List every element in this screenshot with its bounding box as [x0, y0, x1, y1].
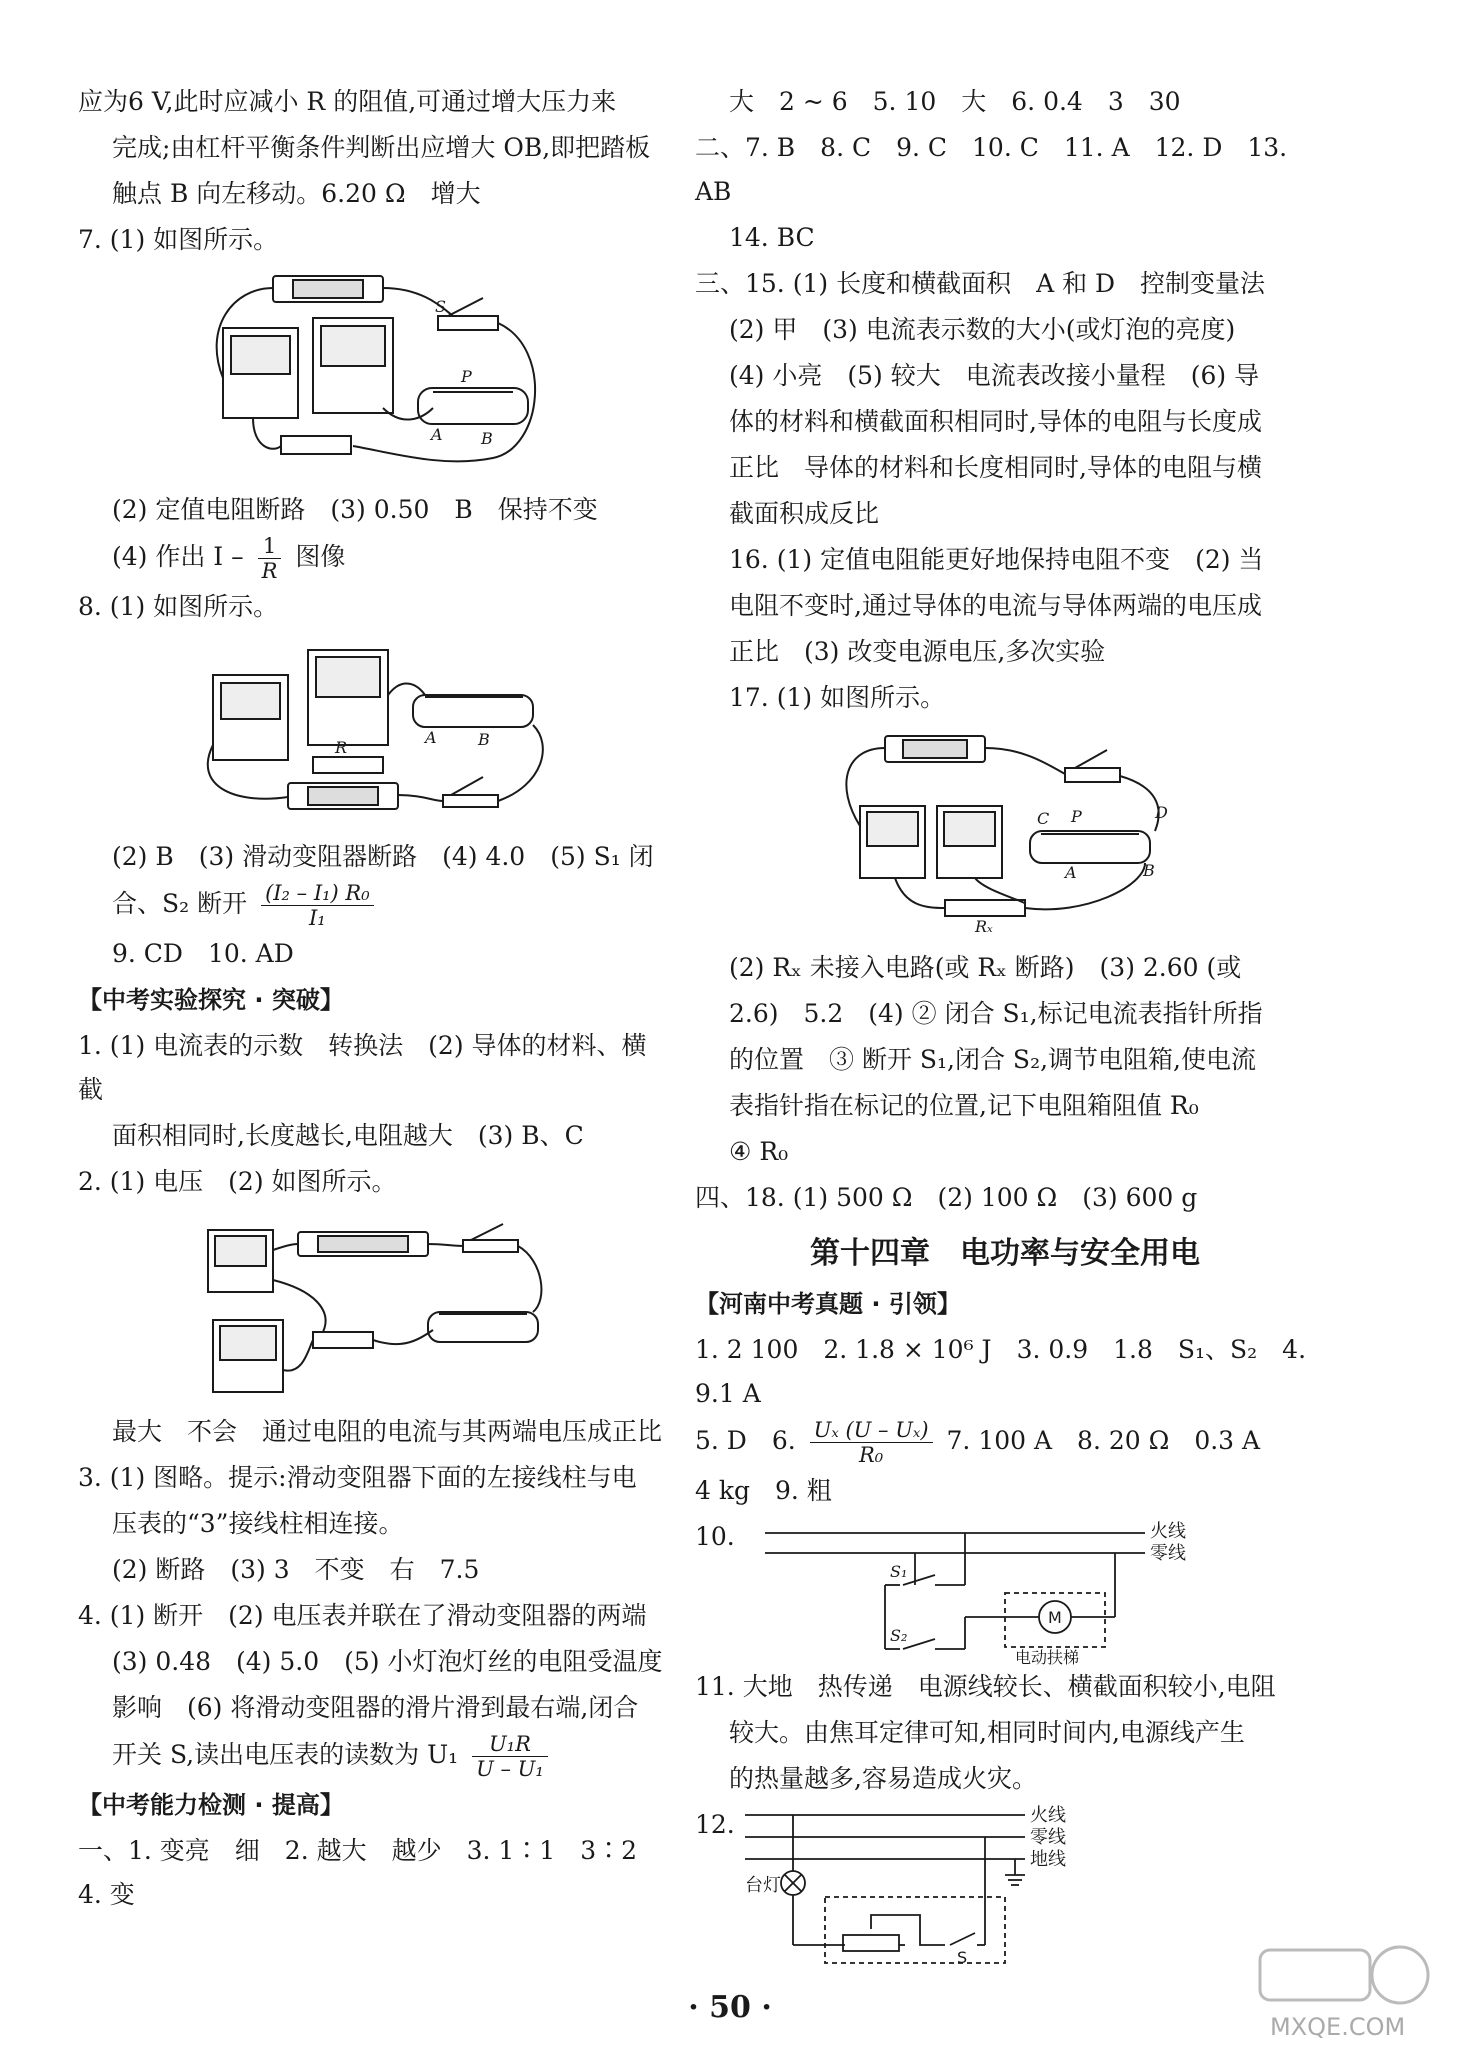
- exp-4-3: 影响 (6) 将滑动变阻器的滑片滑到最右端,闭合: [112, 1693, 639, 1722]
- text-line: (4) 小亮 (5) 较大 电流表改接小量程 (6) 导: [729, 361, 1260, 390]
- section-header: 【中考实验探究 · 突破】: [78, 986, 344, 1014]
- switch-label: S: [957, 1948, 968, 1967]
- page-number: · 50 ·: [688, 1990, 772, 2025]
- q10-block: [695, 1515, 1315, 1665]
- text-line: (2) Rₓ 未接入电路(或 Rₓ 断路) (3) 2.60 (或: [729, 953, 1242, 982]
- neutral-wire-label: 零线: [1030, 1827, 1066, 1848]
- exp-2-2: 最大 不会 通过电阻的电流与其两端电压成正比: [112, 1417, 663, 1446]
- text-line: 电阻不变时,通过导体的电流与导体两端的电压成: [729, 591, 1262, 620]
- text-line: 的位置 ③ 断开 S₁,闭合 S₂,调节电阻箱,使电流: [729, 1045, 1256, 1074]
- text-line: 三、15. (1) 长度和横截面积 A 和 D 控制变量法: [695, 269, 1266, 298]
- text-line: 正比 导体的材料和长度相同时,导体的电阻与横: [729, 453, 1262, 482]
- escalator-label: 电动扶梯: [1015, 1648, 1080, 1665]
- lamp-label: 台灯: [745, 1875, 781, 1896]
- q10-number: 10.: [695, 1522, 735, 1551]
- answer-7-3: (4) 作出 I – $\frac{1}{R}$ 图像: [112, 534, 346, 583]
- text-line: 5. D 6. $\frac{\text{Uₓ (U – Uₓ)}}{\text{R₀}}$ 7. 100 A 8. 20 Ω 0.3 A: [695, 1418, 1261, 1467]
- exp-1-1: 1. (1) 电流表的示数 转换法 (2) 导体的材料、横截: [78, 1031, 647, 1104]
- q12-number: 12.: [695, 1810, 735, 1839]
- live-wire-label: 火线: [1150, 1521, 1186, 1542]
- text-line: ④ R₀: [729, 1137, 789, 1166]
- exp-3-2: 压表的“3”接线柱相连接。: [112, 1509, 404, 1538]
- answer-7-1: 7. (1) 如图所示。: [78, 225, 279, 254]
- live-wire-label: 火线: [1030, 1805, 1066, 1826]
- answer-7-2: (2) 定值电阻断路 (3) 0.50 B 保持不变: [112, 495, 598, 524]
- text-line: 16. (1) 定值电阻能更好地保持电阻不变 (2) 当: [729, 545, 1264, 574]
- circuit-figure-q17: [825, 726, 1185, 936]
- answer-11-3: 的热量越多,容易造成火灾。: [729, 1764, 1037, 1793]
- fraction: $\frac{\text{(I₂ – I₁) R₀}}{\text{I₁}}$: [261, 881, 374, 930]
- text-line: 完成;由杠杆平衡条件判断出应增大 OB,即把踏板: [112, 133, 651, 162]
- answer-9-10: 9. CD 10. AD: [112, 939, 294, 968]
- rx-label: Rₓ: [975, 917, 993, 936]
- chapter-title: 第十四章 电功率与安全用电: [810, 1236, 1200, 1271]
- terminal-a-label: A: [431, 425, 443, 444]
- answer-8-1: 8. (1) 如图所示。: [78, 592, 279, 621]
- text-line: 应为6 V,此时应减小 R 的阻值,可通过增大压力来: [78, 87, 617, 116]
- neutral-wire-label: 零线: [1150, 1543, 1186, 1564]
- terminal-c-label: C: [1037, 809, 1050, 828]
- switch-label: S: [435, 297, 446, 316]
- text-line: 体的材料和横截面积相同时,导体的电阻与长度成: [729, 407, 1262, 436]
- ground-wire-label: 地线: [1030, 1849, 1066, 1870]
- answer-11-1: 11. 大地 热传递 电源线较长、横截面积较小,电阻: [695, 1672, 1276, 1701]
- exp-4-4: 开关 S,读出电压表的读数为 U₁ $\frac{\text{U₁R}}{\text{U – U₁}}$: [78, 1732, 668, 1781]
- terminal-d-label: D: [1155, 803, 1168, 822]
- terminal-b-label: B: [1143, 861, 1155, 880]
- text-line: 1. 2 100 2. 1.8 × 10⁶ J 3. 0.9 1.8 S₁、S₂ 4. 9.1 A: [695, 1335, 1307, 1408]
- check-1: 一、1. 变亮 细 2. 越大 越少 3. 1∶1 3∶2 4. 变: [78, 1836, 663, 1909]
- text-line: 17. (1) 如图所示。: [729, 683, 946, 712]
- text-line: 2.6) 5.2 (4) ② 闭合 S₁,标记电流表指针所指: [729, 999, 1263, 1028]
- exp-1-2: 面积相同时,长度越长,电阻越大 (3) B、C: [112, 1121, 584, 1150]
- circuit-figure-q7: [193, 268, 553, 478]
- text-line: 大 2 ~ 6 5. 10 大 6. 0.4 3 30: [729, 87, 1181, 116]
- answer-8-2: (2) B (3) 滑动变阻器断路 (4) 4.0 (5) S₁ 闭: [112, 842, 654, 871]
- text-line: (2) 甲 (3) 电流表示数的大小(或灯泡的亮度): [729, 315, 1236, 344]
- answer-11-2: 较大。由焦耳定律可知,相同时间内,电源线产生: [729, 1718, 1245, 1747]
- terminal-b-label: B: [478, 730, 490, 749]
- text-line: 正比 (3) 改变电源电压,多次实验: [729, 637, 1106, 666]
- text-line: 触点 B 向左移动。6.20 Ω 增大: [112, 179, 481, 208]
- circuit-figure-q8: [193, 635, 553, 825]
- fraction: $\frac{\text{U₁R}}{\text{U – U₁}}$: [472, 1732, 548, 1781]
- exp-3-3: (2) 断路 (3) 3 不变 右 7.5: [112, 1555, 480, 1584]
- circuit-figure-exp2: [193, 1210, 553, 1400]
- text-line: 14. BC: [729, 223, 815, 252]
- fraction: $\frac{\text{Uₓ (U – Uₓ)}}{\text{R₀}}$: [810, 1418, 933, 1467]
- switch-s2-label: S₂: [890, 1626, 908, 1645]
- watermark-logo: [1250, 1935, 1440, 2045]
- text-line: 截面积成反比: [729, 499, 880, 528]
- answer-8-3: 合、S₂ 断开 $\frac{\text{(I₂ – I₁) R₀}}{\text{I₁}}$: [78, 881, 668, 930]
- text-line: 4 kg 9. 粗: [695, 1476, 832, 1505]
- q12-block: [695, 1803, 1315, 1973]
- exp-4-2: (3) 0.48 (4) 5.0 (5) 小灯泡灯丝的电阻受温度: [112, 1647, 663, 1676]
- section-header: 【中考能力检测 · 提高】: [78, 1791, 344, 1819]
- svg-text:MXQE.COM: MXQE.COM: [1270, 2013, 1406, 2041]
- exp-3-1: 3. (1) 图略。提示:滑动变阻器下面的左接线柱与电: [78, 1463, 637, 1492]
- switch-s1-label: S₁: [890, 1562, 908, 1581]
- exp-4-1: 4. (1) 断开 (2) 电压表并联在了滑动变阻器的两端: [78, 1601, 647, 1630]
- left-column: [78, 80, 668, 1919]
- right-column: [695, 80, 1315, 1973]
- text-line: 四、18. (1) 500 Ω (2) 100 Ω (3) 600 g: [695, 1183, 1198, 1212]
- terminal-a-label: A: [1065, 863, 1077, 882]
- slider-label: P: [1071, 807, 1082, 826]
- resistor-label: R: [335, 738, 348, 757]
- text-line: 二、7. B 8. C 9. C 10. C 11. A 12. D 13. AB: [695, 133, 1288, 206]
- fraction: $\frac{1}{R}$: [258, 534, 282, 583]
- terminal-a-label: A: [425, 728, 437, 747]
- motor-label: M: [1048, 1608, 1062, 1627]
- escalator-circuit-diagram: [765, 1515, 1215, 1665]
- slider-label: P: [461, 367, 472, 386]
- text-line: 表指针指在标记的位置,记下电阻箱阻值 R₀: [729, 1091, 1199, 1120]
- exp-2-1: 2. (1) 电压 (2) 如图所示。: [78, 1167, 397, 1196]
- terminal-b-label: B: [481, 429, 493, 448]
- lamp-circuit-diagram: [745, 1805, 1145, 1970]
- section-header: 【河南中考真题 · 引领】: [695, 1290, 961, 1318]
